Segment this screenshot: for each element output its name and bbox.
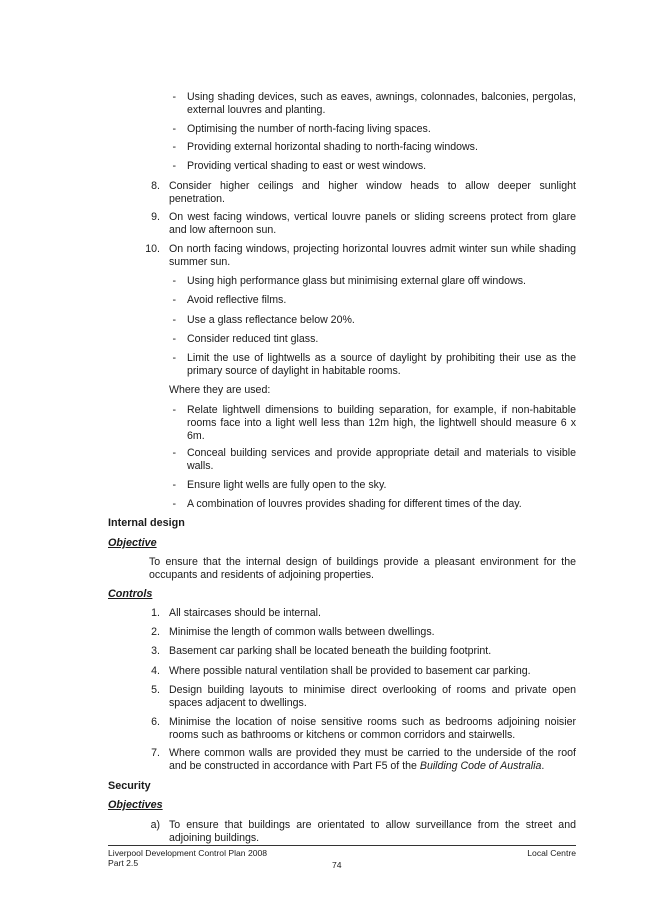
- bullet-text: Relate lightwell dimensions to building separation, for example, if non-habitable rooms face into a light well less than 12m high, the lightwell should measure 6 x 6m.: [187, 404, 576, 442]
- bullet-text: Limit the use of lightwells as a source of daylight by prohibiting their use as the primary source of daylight in habitable rooms.: [187, 352, 576, 377]
- bullet-marker: -: [172, 314, 176, 326]
- list-text: Minimise the location of noise sensitive rooms such as bedrooms adjoining noisier rooms such as bathrooms or kitchens or common corridors and stairwells.: [169, 716, 576, 741]
- where-used-label: Where they are used:: [169, 384, 271, 396]
- list-number: 8.: [151, 180, 160, 192]
- bullet-text: Ensure light wells are fully open to the sky.: [187, 479, 387, 491]
- bullet-marker: -: [172, 333, 176, 345]
- bullet-marker: -: [172, 123, 176, 135]
- section-heading-security: Security: [108, 780, 151, 792]
- footer-section: Local Centre: [527, 848, 576, 858]
- objective-text: To ensure that the internal design of buildings provide a pleasant environment for the occupants and residents of adjoining properties.: [149, 556, 576, 581]
- bullet-marker: -: [172, 479, 176, 491]
- bullet-text: Use a glass reflectance below 20%.: [187, 314, 355, 326]
- bullet-text: Using shading devices, such as eaves, awnings, colonnades, balconies, pergolas, external louvres and planting.: [187, 91, 576, 116]
- list-text: To ensure that buildings are orientated to allow surveillance from the street and adjoining buildings.: [169, 819, 576, 844]
- list-text: On north facing windows, projecting horizontal louvres admit winter sun while shading summer sun.: [169, 243, 576, 268]
- list-number: 7.: [151, 747, 160, 759]
- list-text: Minimise the length of common walls between dwellings.: [169, 626, 435, 638]
- list-number: 9.: [151, 211, 160, 223]
- bullet-marker: -: [172, 91, 176, 103]
- list-number: 2.: [151, 626, 160, 638]
- controls-label: Controls: [108, 588, 153, 600]
- list-number: 6.: [151, 716, 160, 728]
- list-letter: a): [150, 819, 160, 831]
- bullet-marker: -: [172, 160, 176, 172]
- bullet-marker: -: [172, 352, 176, 364]
- bullet-marker: -: [172, 498, 176, 510]
- objectives-label: Objectives: [108, 799, 163, 811]
- list-number: 5.: [151, 684, 160, 696]
- list-text: Where possible natural ventilation shall be provided to basement car parking.: [169, 665, 531, 677]
- objective-label: Objective: [108, 537, 157, 549]
- bullet-text: Consider reduced tint glass.: [187, 333, 319, 345]
- footer-part: Part 2.5: [108, 858, 139, 868]
- bullet-marker: -: [172, 404, 176, 416]
- list-number: 1.: [151, 607, 160, 619]
- bullet-marker: -: [172, 294, 176, 306]
- list-text: [169, 747, 576, 773]
- bullet-text: Optimising the number of north-facing living spaces.: [187, 123, 431, 135]
- bullet-marker: -: [172, 275, 176, 287]
- bullet-text: Conceal building services and provide appropriate detail and materials to visible walls.: [187, 447, 576, 472]
- list-number: 3.: [151, 645, 160, 657]
- bullet-text: Using high performance glass but minimising external glare off windows.: [187, 275, 526, 287]
- bullet-text: A combination of louvres provides shading for different times of the day.: [187, 498, 522, 510]
- bullet-text: Avoid reflective films.: [187, 294, 287, 306]
- bullet-marker: -: [172, 141, 176, 153]
- list-number: 4.: [151, 665, 160, 677]
- page-number: 74: [332, 860, 342, 870]
- list-text: Consider higher ceilings and higher window heads to allow deeper sunlight penetration.: [169, 180, 576, 205]
- list-text: Basement car parking shall be located beneath the building footprint.: [169, 645, 492, 657]
- code-reference: Building Code of Australia: [419, 760, 542, 772]
- bullet-text: Providing external horizontal shading to north-facing windows.: [187, 141, 478, 153]
- bullet-text: Providing vertical shading to east or west windows.: [187, 160, 427, 172]
- footer-document-title: Liverpool Development Control Plan 2008: [108, 848, 268, 858]
- list-text: All staircases should be internal.: [169, 607, 321, 619]
- section-heading-internal-design: Internal design: [108, 517, 185, 529]
- list-text: On west facing windows, vertical louvre panels or sliding screens protect from glare and low afternoon sun.: [169, 211, 576, 236]
- list-text: Design building layouts to minimise direct overlooking of rooms and private open spaces adjacent to dwellings.: [169, 684, 576, 709]
- list-text-end: .: [541, 760, 545, 772]
- list-text-part: Where common walls are provided they must be carried to the underside of the roof and be constructed in accordance with Part F5 of the: [169, 747, 576, 772]
- footer-rule: [108, 845, 576, 846]
- list-number: 10.: [145, 243, 160, 255]
- bullet-marker: -: [172, 447, 176, 459]
